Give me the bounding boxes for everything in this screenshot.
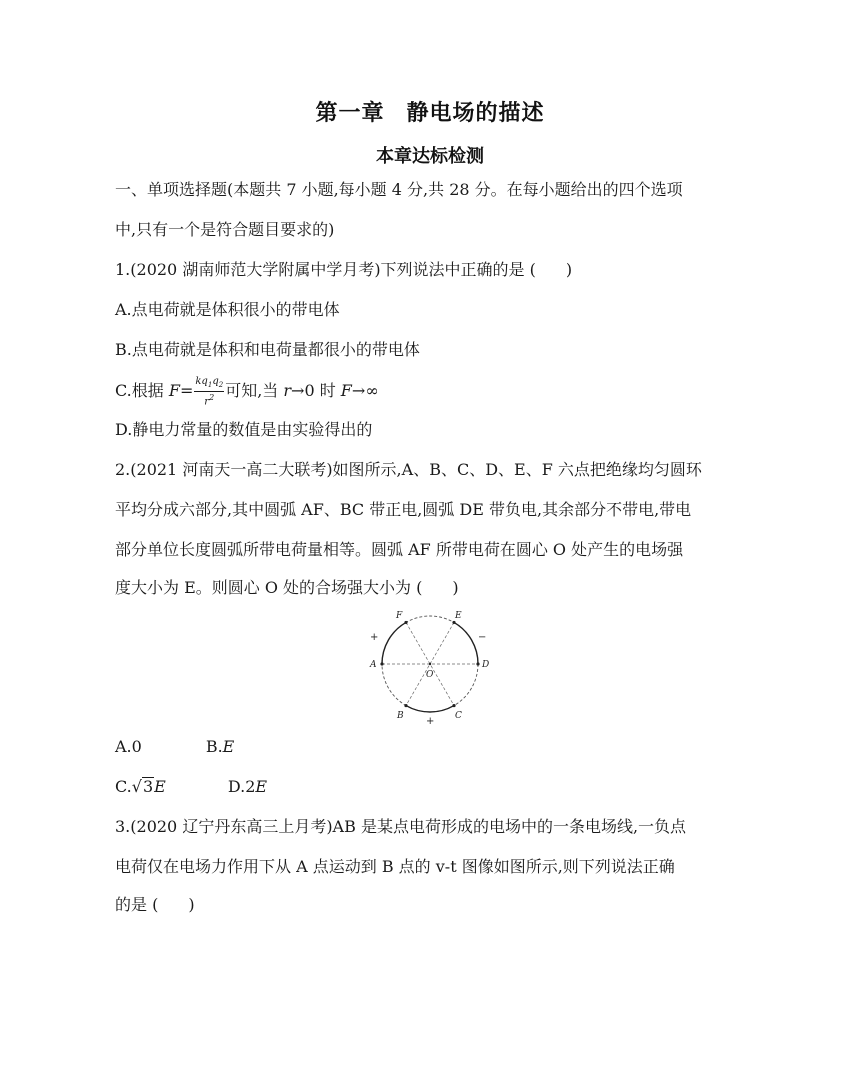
label-o: O (426, 670, 434, 680)
sign-plus-left: + (370, 632, 379, 643)
point-a (380, 662, 383, 665)
question-1-option-b[interactable]: B.点电荷就是体积和电荷量都很小的带电体 (115, 340, 420, 359)
question-2-options-cd (115, 775, 745, 799)
arc-de (454, 622, 478, 664)
point-e (452, 621, 455, 624)
question-2-line1: 2.(2021 河南天一高二大联考)如图所示,A、B、C、D、E、F 六点把绝缘均匀圆环 (115, 460, 702, 479)
point-d (476, 662, 479, 665)
section-subtitle: 本章达标检测 (376, 146, 484, 167)
label-e: E (455, 611, 462, 621)
question-2-options-ab (115, 735, 745, 759)
point-f (404, 621, 407, 624)
label-d: D (482, 660, 490, 670)
question-2-line3: 部分单位长度圆弧所带电荷量相等。圆弧 AF 所带电荷在圆心 O 处产生的电场强 (115, 540, 684, 559)
point-o (429, 663, 431, 665)
label-f: F (396, 611, 403, 621)
coulomb-fraction: $\frac{kq_1q_2}{r^2}$ (195, 376, 224, 408)
question-2-option-d[interactable]: D.2E (227, 777, 268, 796)
question-2-line4: 度大小为 E。则圆心 O 处的合场强大小为 ( ) (115, 578, 459, 597)
point-b (404, 704, 407, 707)
label-b: B (397, 711, 404, 721)
question-2-line2: 平均分成六部分,其中圆弧 AF、BC 带正电,圆弧 DE 带负电,其余部分不带电,带电 (115, 500, 692, 519)
question-2-option-a[interactable]: A.0 (115, 737, 142, 756)
question-3-line1: 3.(2020 辽宁丹东高三上月考)AB 是某点电荷形成的电场中的一条电场线,一负点 (115, 817, 687, 836)
question-3-line3: 的是 ( ) (115, 895, 195, 914)
sign-plus-bottom: + (426, 716, 435, 724)
question-1-stem: 1.(2020 湖南师范大学附属中学月考)下列说法中正确的是 ( ) (115, 260, 573, 279)
section-instructions-line2: 中,只有一个是符合题目要求的) (115, 220, 335, 239)
charged-ring-figure (360, 604, 520, 724)
arc-bc (406, 706, 454, 712)
section-instructions-line1: 一、单项选择题(本题共 7 小题,每小题 4 分,共 28 分。在每小题给出的四个选项 (115, 180, 683, 199)
question-1-option-d[interactable]: D.静电力常量的数值是由实验得出的 (115, 420, 373, 439)
question-1-option-c[interactable]: C.根据 F= $\frac{kq_1q_2}{r^2}$ 可知,当 r→0 时 F→∞ (115, 376, 379, 408)
sign-minus-right: − (478, 632, 487, 643)
question-2-option-c[interactable]: C.√3E (115, 777, 166, 796)
chapter-title: 第一章 静电场的描述 (315, 101, 545, 126)
question-1-option-a[interactable]: A.点电荷就是体积很小的带电体 (115, 300, 340, 319)
arc-af (382, 622, 406, 664)
label-a: A (370, 660, 377, 670)
point-c (452, 704, 455, 707)
question-3-line2: 电荷仅在电场力作用下从 A 点运动到 B 点的 v-t 图像如图所示,则下列说法正确 (115, 857, 675, 876)
question-2-option-b[interactable]: B.E (205, 737, 235, 756)
label-c: C (455, 711, 462, 721)
